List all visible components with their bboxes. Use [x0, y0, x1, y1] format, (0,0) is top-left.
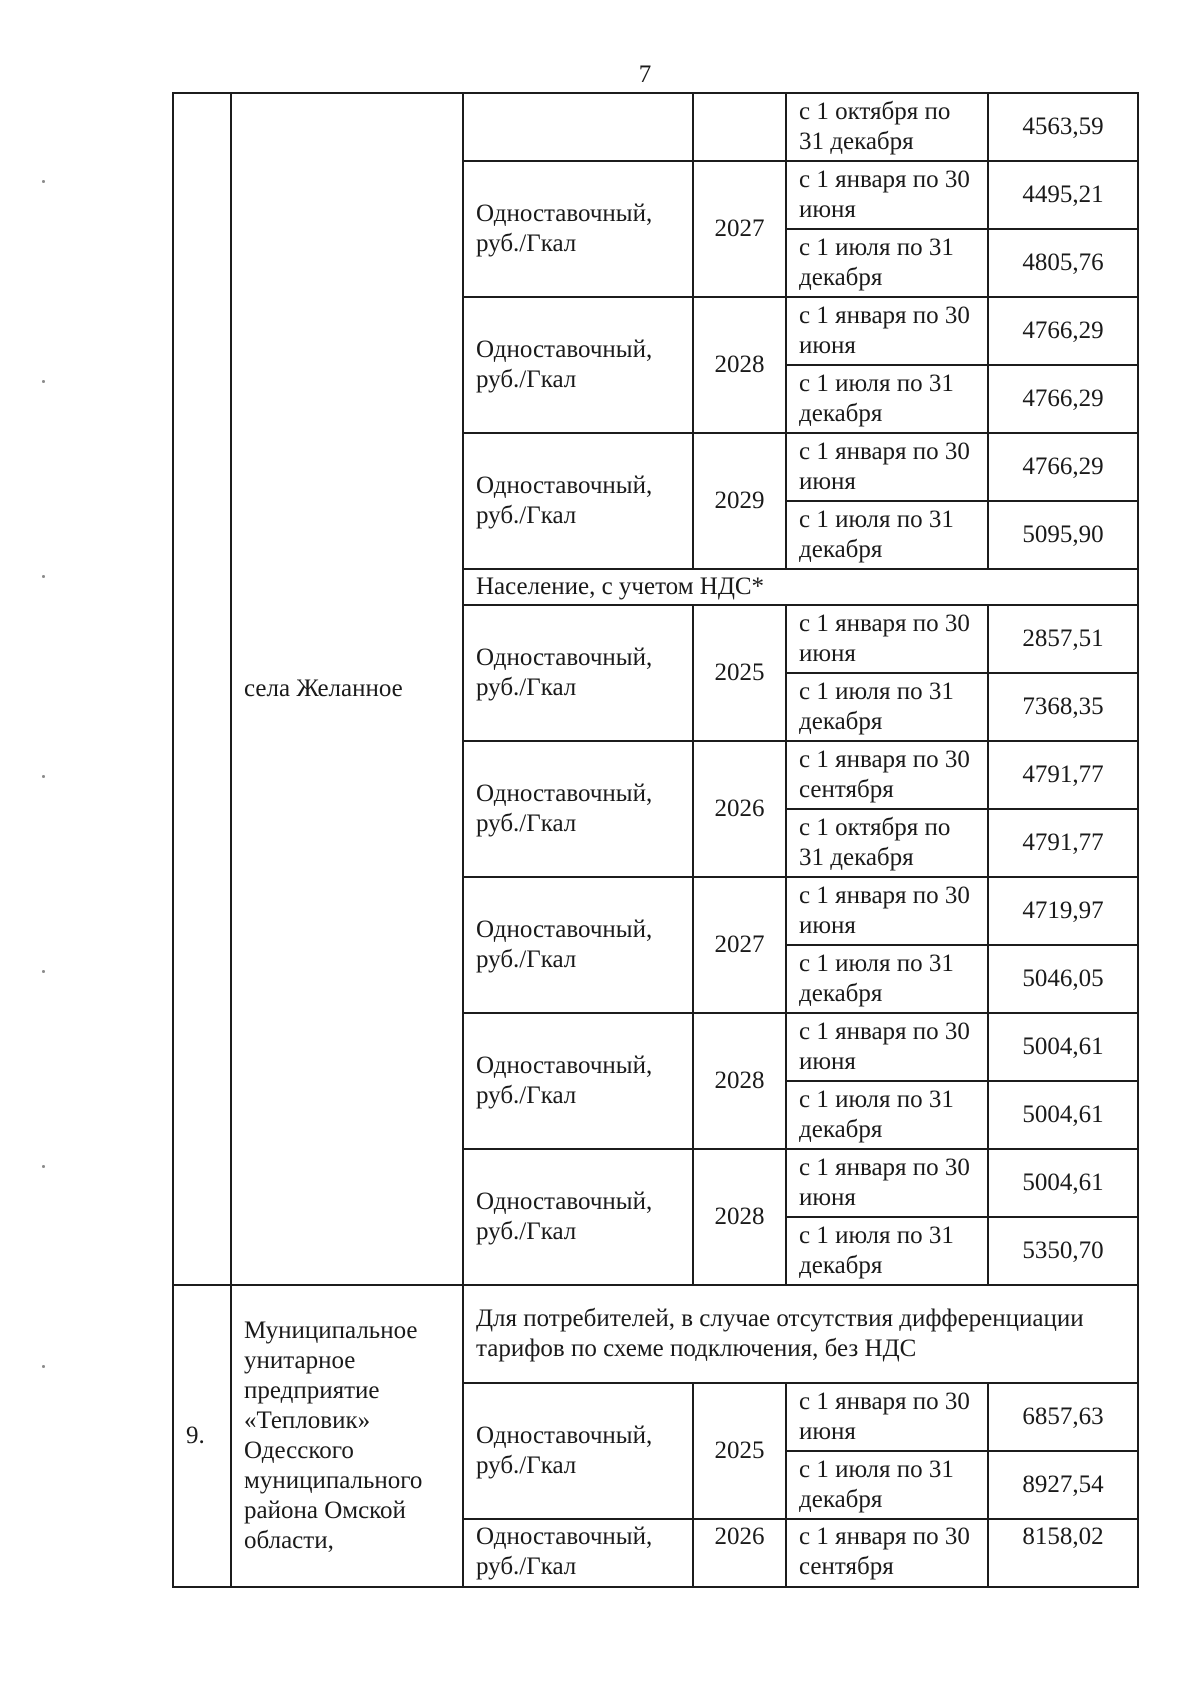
- tariff-value-cell: 5004,61: [988, 1013, 1138, 1081]
- tariff-type-cell: Одноставочный, руб./Гкал: [463, 877, 693, 1013]
- tariff-value-cell: 4805,76: [988, 229, 1138, 297]
- period-cell: с 1 июля по 31 декабря: [786, 1217, 988, 1285]
- period-cell: с 1 января по 30 июня: [786, 605, 988, 673]
- tariff-value-cell: 6857,63: [988, 1383, 1138, 1451]
- scan-speck: [42, 575, 45, 578]
- year-cell: 2027: [693, 161, 786, 297]
- tariff-type-cell: Одноставочный, руб./Гкал: [463, 1383, 693, 1519]
- year-cell: 2026: [693, 1519, 786, 1587]
- organization-cell: села Желанное: [231, 93, 463, 1285]
- scan-speck: [42, 1165, 45, 1168]
- period-cell: с 1 января по 30 сентября: [786, 1519, 988, 1587]
- tariff-type-cell: [463, 93, 693, 161]
- category-heading-cell: Население, с учетом НДС*: [463, 569, 1138, 605]
- tariff-value-cell: 4719,97: [988, 877, 1138, 945]
- period-cell: с 1 января по 30 июня: [786, 161, 988, 229]
- scan-speck: [42, 970, 45, 973]
- period-cell: с 1 января по 30 июня: [786, 1013, 988, 1081]
- tariff-value-cell: 2857,51: [988, 605, 1138, 673]
- tariff-value-cell: 4766,29: [988, 365, 1138, 433]
- tariff-value-cell: 7368,35: [988, 673, 1138, 741]
- year-cell: 2028: [693, 297, 786, 433]
- year-cell: 2027: [693, 877, 786, 1013]
- tariff-value-cell: 5350,70: [988, 1217, 1138, 1285]
- tariff-value-cell: 5004,61: [988, 1149, 1138, 1217]
- period-cell: с 1 октября по 31 декабря: [786, 809, 988, 877]
- year-cell: 2025: [693, 1383, 786, 1519]
- period-cell: с 1 июля по 31 декабря: [786, 1081, 988, 1149]
- tariff-value-cell: 5046,05: [988, 945, 1138, 1013]
- tariff-type-cell: Одноставочный, руб./Гкал: [463, 1519, 693, 1587]
- row-number-cell: [173, 93, 231, 1285]
- year-cell: 2025: [693, 605, 786, 741]
- year-cell: 2026: [693, 741, 786, 877]
- tariff-type-cell: Одноставочный, руб./Гкал: [463, 297, 693, 433]
- tariff-value-cell: 4766,29: [988, 297, 1138, 365]
- tariff-value-cell: 8158,02: [988, 1519, 1138, 1587]
- tariff-value-cell: 4766,29: [988, 433, 1138, 501]
- period-cell: с 1 июля по 31 декабря: [786, 229, 988, 297]
- table-row: [173, 1285, 1138, 1383]
- scan-speck: [42, 380, 45, 383]
- period-cell: с 1 января по 30 июня: [786, 1383, 988, 1451]
- period-cell: с 1 января по 30 июня: [786, 297, 988, 365]
- scan-speck: [42, 180, 45, 183]
- scan-speck: [42, 775, 45, 778]
- tariff-type-cell: Одноставочный, руб./Гкал: [463, 433, 693, 569]
- tariff-type-cell: Одноставочный, руб./Гкал: [463, 1149, 693, 1285]
- year-cell: 2029: [693, 433, 786, 569]
- tariff-value-cell: 5095,90: [988, 501, 1138, 569]
- tariff-table: [172, 92, 1139, 1588]
- tariff-value-cell: 4791,77: [988, 809, 1138, 877]
- period-cell: с 1 января по 30 июня: [786, 877, 988, 945]
- tariff-value-cell: 4791,77: [988, 741, 1138, 809]
- period-cell: с 1 января по 30 июня: [786, 433, 988, 501]
- category-heading-cell: Для потребителей, в случае отсутствия дифференциации тарифов по схеме подключения, без НДС: [463, 1285, 1138, 1383]
- year-cell: 2028: [693, 1013, 786, 1149]
- period-cell: с 1 октября по 31 декабря: [786, 93, 988, 161]
- page-number: 7: [638, 61, 652, 88]
- year-cell: 2028: [693, 1149, 786, 1285]
- period-cell: с 1 июля по 31 декабря: [786, 1451, 988, 1519]
- organization-cell: Муниципальное унитарное предприятие «Тепловик» Одесского муниципального района Омской области,: [231, 1285, 463, 1587]
- tariff-type-cell: Одноставочный, руб./Гкал: [463, 741, 693, 877]
- period-cell: с 1 января по 30 июня: [786, 1149, 988, 1217]
- tariff-value-cell: 4495,21: [988, 161, 1138, 229]
- scan-speck: [42, 1365, 45, 1368]
- period-cell: с 1 июля по 31 декабря: [786, 945, 988, 1013]
- period-cell: с 1 июля по 31 декабря: [786, 501, 988, 569]
- row-number-cell: 9.: [173, 1285, 231, 1587]
- year-cell: [693, 93, 786, 161]
- tariff-value-cell: 4563,59: [988, 93, 1138, 161]
- table-row: [173, 93, 1138, 161]
- tariff-value-cell: 5004,61: [988, 1081, 1138, 1149]
- period-cell: с 1 июля по 31 декабря: [786, 365, 988, 433]
- period-cell: с 1 июля по 31 декабря: [786, 673, 988, 741]
- period-cell: с 1 января по 30 сентября: [786, 741, 988, 809]
- tariff-value-cell: 8927,54: [988, 1451, 1138, 1519]
- tariff-type-cell: Одноставочный, руб./Гкал: [463, 161, 693, 297]
- tariff-type-cell: Одноставочный, руб./Гкал: [463, 1013, 693, 1149]
- tariff-type-cell: Одноставочный, руб./Гкал: [463, 605, 693, 741]
